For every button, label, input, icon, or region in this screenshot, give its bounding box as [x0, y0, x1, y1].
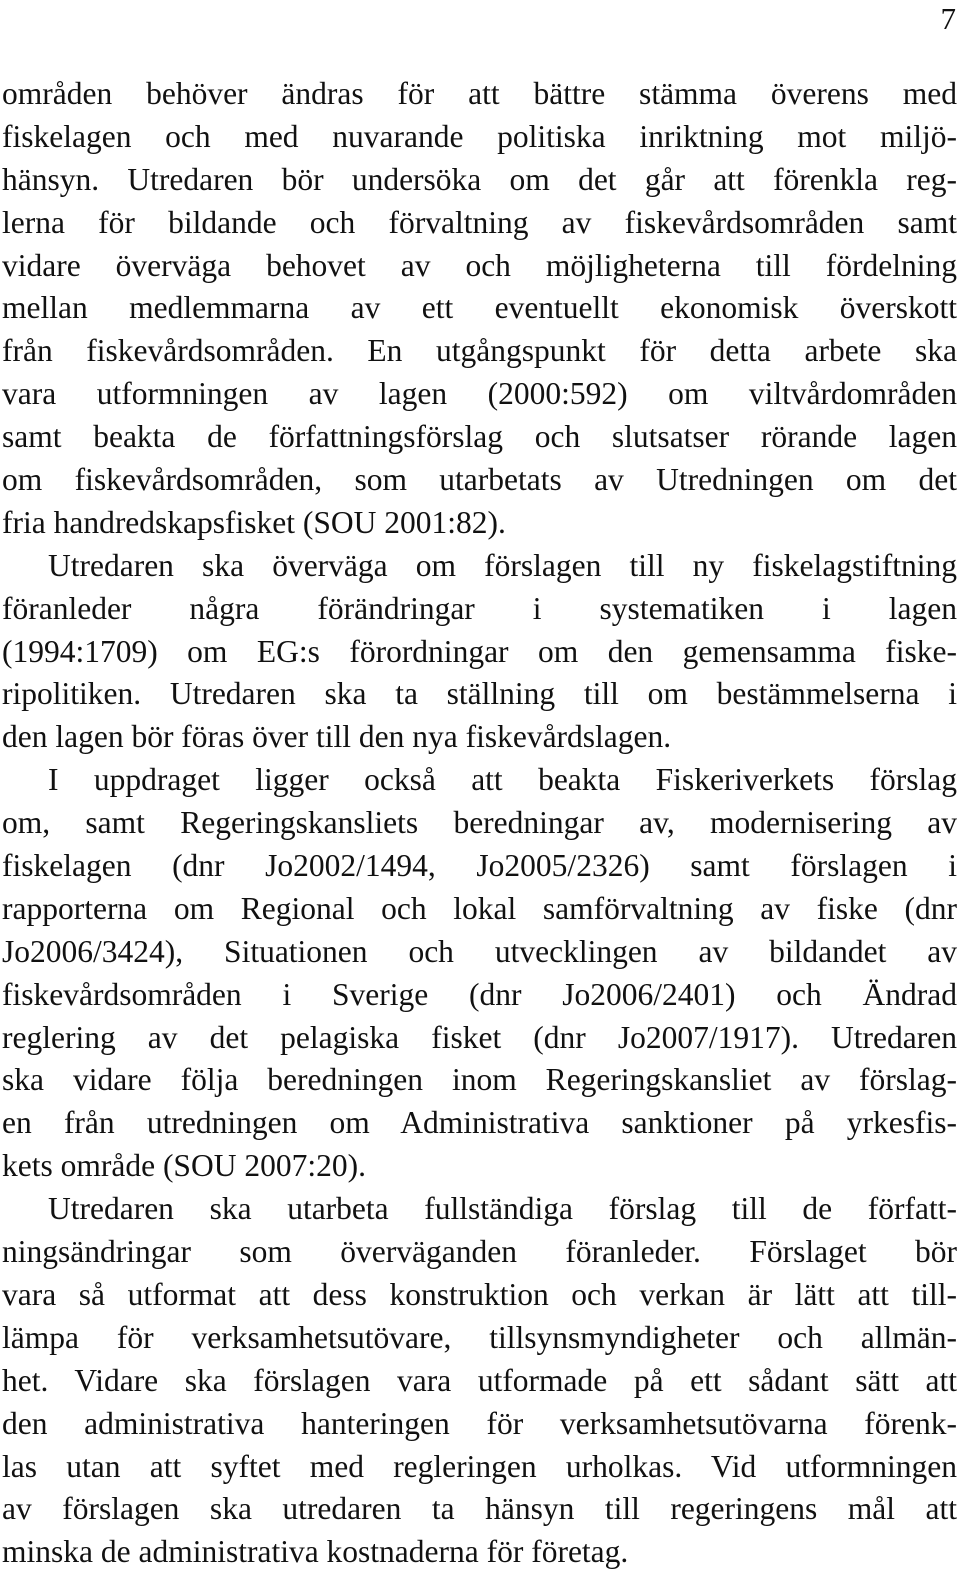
text-line: fiskelagen och med nuvarande politiska inriktning mot miljö-: [2, 118, 957, 154]
text-line: fiskelagen (dnr Jo2002/1494, Jo2005/2326) samt förslagen i: [2, 848, 957, 884]
text-line: lämpa för verksamhetsutövare, tillsynsmyndigheter och allmän-: [2, 1319, 957, 1355]
text-line: hänsyn. Utredaren bör undersöka om det går att förenkla reg-: [2, 161, 957, 197]
text-line: lerna för bildande och förvaltning av fiskevårdsområden samt: [2, 204, 957, 240]
text-line: en från utredningen om Administrativa sanktioner på yrkesfis-: [2, 1105, 957, 1141]
text-line: minska de administrativa kostnaderna för företag.: [2, 1534, 629, 1570]
text-line: fria handredskapsfisket (SOU 2001:82).: [2, 504, 506, 540]
text-line: fiskevårdsområden i Sverige (dnr Jo2006/2401) och Ändrad: [2, 976, 957, 1012]
text-line: reglering av det pelagiska fisket (dnr Jo2007/1917). Utredaren: [2, 1019, 957, 1055]
document-body: [2, 73, 957, 1574]
text-line: från fiskevårdsområden. En utgångspunkt för detta arbete ska: [2, 333, 957, 369]
text-line: Jo2006/3424), Situationen och utvecklingen av bildandet av: [2, 933, 957, 969]
text-line: ripolitiken. Utredaren ska ta ställning till om bestämmelserna i: [2, 676, 957, 712]
text-line: vidare överväga behovet av och möjligheterna till fördelning: [2, 247, 957, 283]
page-number: 7: [940, 1, 956, 36]
text-line: vara så utformat att dess konstruktion och verkan är lätt att till-: [2, 1276, 957, 1312]
text-line: ska vidare följa beredningen inom Regeringskansliet av förslag-: [2, 1062, 957, 1098]
text-line: Utredaren ska utarbeta fullständiga förslag till de författ-: [48, 1191, 957, 1227]
text-line: den lagen bör föras över till den nya fiskevårdslagen.: [2, 719, 672, 755]
text-line: vara utformningen av lagen (2000:592) om viltvårdområden: [2, 376, 957, 412]
text-line: av förslagen ska utredaren ta hänsyn till regeringens mål att: [2, 1491, 957, 1527]
text-line: Utredaren ska överväga om förslagen till ny fiskelagstiftning: [48, 547, 957, 583]
text-line: mellan medlemmarna av ett eventuellt ekonomisk överskott: [2, 290, 957, 326]
text-line: rapporterna om Regional och lokal samförvaltning av fiske (dnr: [2, 890, 957, 926]
text-line: föranleder några förändringar i systematiken i lagen: [2, 590, 957, 626]
text-line: den administrativa hanteringen för verksamhetsutövarna förenk-: [2, 1405, 957, 1441]
text-line: ningsändringar som överväganden föranleder. Förslaget bör: [2, 1234, 957, 1270]
text-line: om fiskevårdsområden, som utarbetats av Utredningen om det: [2, 462, 957, 498]
text-line: (1994:1709) om EG:s förordningar om den gemensamma fiske-: [2, 633, 957, 669]
text-line: I uppdraget ligger också att beakta Fiskeriverkets förslag: [48, 762, 957, 798]
text-line: samt beakta de författningsförslag och slutsatser rörande lagen: [2, 419, 957, 455]
text-line: kets område (SOU 2007:20).: [2, 1148, 366, 1184]
text-line: områden behöver ändras för att bättre stämma överens med: [2, 76, 957, 111]
text-line: las utan att syftet med regleringen urholkas. Vid utformningen: [2, 1448, 957, 1484]
text-line: om, samt Regeringskansliets beredningar av, modernisering av: [2, 805, 957, 841]
text-line: het. Vidare ska förslagen vara utformade på ett sådant sätt att: [2, 1362, 957, 1398]
